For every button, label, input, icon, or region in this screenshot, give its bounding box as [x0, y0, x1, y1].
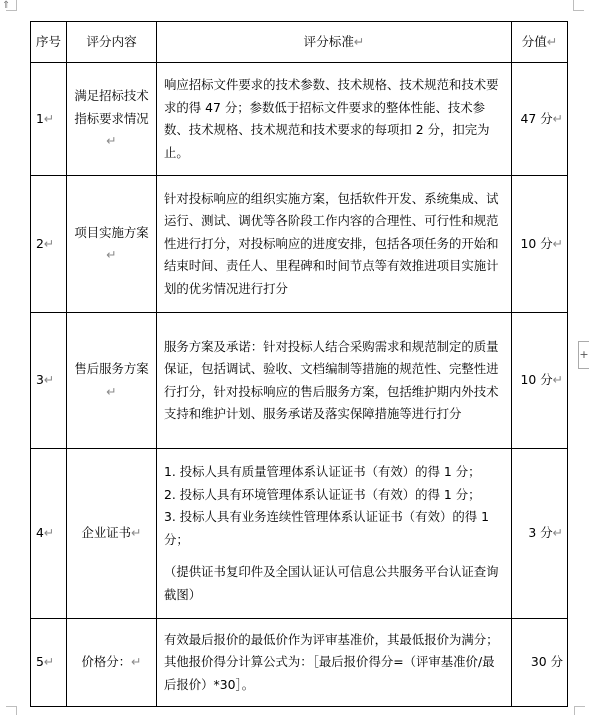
row-item: 售后服务方案↵: [67, 313, 157, 449]
row-standard: 针对投标响应的组织实施方案，包括软件开发、系统集成、试运行、测试、调优等各阶段工作内容的合理性、可行性和规范性进行打分，对投标响应的进度安排，包括各项任务的开始和结束时间、责任人、里程碑和时间节点等有效推进项目实施计划的优劣情况进行打分: [157, 176, 512, 313]
page-corner-top-right: [573, 0, 584, 11]
row-standard: 服务方案及承诺：针对投标人结合采购需求和规范制定的质量保证，包括调试、验收、文档编制等措施的规范性、完整性进行打分，针对投标响应的售后服务方案，包括维护期内外技术支持和维护计划、服务承诺及落实保障措施等进行打分: [157, 313, 512, 449]
row-score: 10 分↵: [512, 176, 568, 313]
header-item: 评分内容: [67, 22, 157, 63]
table-row: [31, 176, 568, 313]
row-standard: 有效最后报价的最低价作为评审基准价，其最低报价为满分；其他报价得分计算公式为：［最后报价得分=（评审基准价/最后报价）*30］。: [157, 619, 512, 707]
header-no: 序号: [31, 22, 67, 63]
add-column-handle[interactable]: +: [578, 341, 589, 369]
table-row: [31, 313, 568, 449]
scoring-table: [30, 21, 568, 707]
header-score: 分值↵: [512, 22, 568, 63]
table-row: [31, 449, 568, 619]
row-no: 4↵: [31, 449, 67, 619]
row-score: 3 分↵: [512, 449, 568, 619]
table-move-handle[interactable]: ⇑: [2, 0, 11, 11]
row-no: 1↵: [31, 63, 67, 176]
row-score: 10 分↵: [512, 313, 568, 449]
row-standard: 1. 投标人具有质量管理体系认证证书（有效）的得 1 分； 2. 投标人具有环境管理体系认证证书（有效）的得 1 分； 3. 投标人具有业务连续性管理体系认证证书（有效）的得 1 分； （提供证书复印件及全国认证认可信息公共服务平台认证查询截图）: [157, 449, 512, 619]
row-standard: 响应招标文件要求的技术参数、技术规格、技术规范和技术要求的得 47 分；参数低于招标文件要求的整体性能、技术参数、技术规格、技术规范和技术要求的每项扣 2 分，扣完为止。: [157, 63, 512, 176]
row-item: 项目实施方案↵: [67, 176, 157, 313]
row-no: 2↵: [31, 176, 67, 313]
row-no: 3↵: [31, 313, 67, 449]
row-item: 满足招标技术指标要求情况↵: [67, 63, 157, 176]
row-score: 47 分↵: [512, 63, 568, 176]
table-header-row: [31, 22, 568, 63]
row-item: 价格分：↵: [67, 619, 157, 707]
table-row: [31, 63, 568, 176]
row-item: 企业证书↵: [67, 449, 157, 619]
header-standard: 评分标准↵: [157, 22, 512, 63]
table-row: [31, 619, 568, 707]
row-score: 30 分: [512, 619, 568, 707]
row-no: 5↵: [31, 619, 67, 707]
